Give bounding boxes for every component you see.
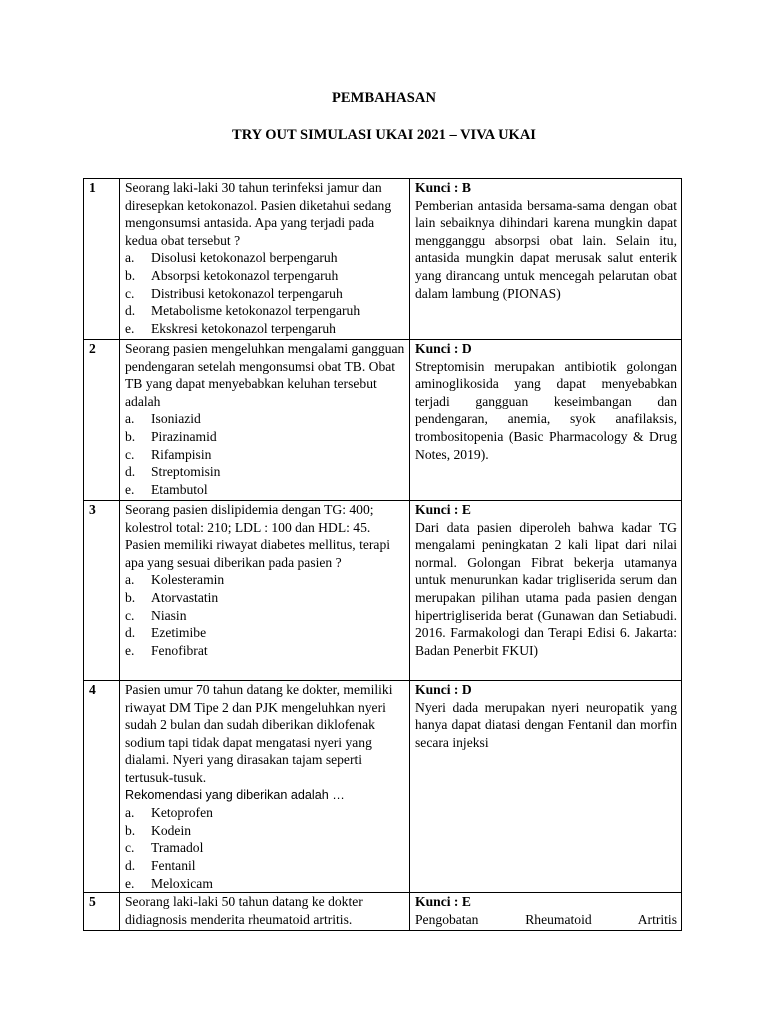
option-text: Ezetimibe — [151, 625, 207, 641]
option-text: Atorvastatin — [151, 589, 219, 605]
option-item — [125, 302, 405, 320]
answer-explanation: Nyeri dada merupakan nyeri neuropatik yang hanya dapat diatasi dengan Fentanil dan morfin secara injeksi — [415, 699, 677, 750]
option-letter: e. — [125, 481, 135, 497]
question-table — [83, 178, 682, 931]
option-letter: b. — [125, 428, 136, 444]
answer-cell — [410, 501, 682, 681]
option-letter: c. — [125, 285, 135, 301]
option-item — [125, 285, 405, 303]
option-item — [125, 804, 405, 822]
option-letter: a. — [125, 572, 135, 588]
option-text: Ekskresi ketokonazol terpengaruh — [151, 320, 336, 336]
question-number: 1 — [84, 179, 120, 340]
table-row — [84, 501, 682, 681]
answer-explanation: Streptomisin merupakan antibiotik golongan aminoglikosida yang dapat menyebabkan terjadi gangguan keseimbangan dan pendengaran, anemia, syok anafilaksis, trombositopenia (Basic Pharmacology & Drug Notes, 2019). — [415, 358, 677, 462]
table-row — [84, 681, 682, 893]
question-number: 5 — [84, 893, 120, 931]
option-text: Meloxicam — [151, 875, 213, 891]
table-row — [84, 179, 682, 340]
option-text: Tramadol — [151, 840, 204, 856]
option-letter: c. — [125, 446, 135, 462]
option-item — [125, 839, 405, 857]
question-cell — [120, 893, 410, 931]
option-letter: c. — [125, 840, 135, 856]
option-item — [125, 481, 405, 499]
option-text: Isoniazid — [151, 411, 201, 427]
answer-explanation: Pemberian antasida bersama-sama dengan obat lain sebaiknya dihindari karena mungkin dapat mengganggu absorpsi obat lain. Selain itu, antasida mungkin dapat merusak salut enterik yang dirancang untuk mencegah pelarutan obat dalam lambung (PIONAS) — [415, 197, 677, 301]
option-letter: b. — [125, 267, 136, 283]
answer-key: Kunci : B — [415, 180, 471, 195]
option-text: Niasin — [151, 607, 187, 623]
option-text: Disolusi ketokonazol berpengaruh — [151, 250, 338, 266]
option-item — [125, 822, 405, 840]
option-letter: b. — [125, 822, 136, 838]
question-cell — [120, 179, 410, 340]
answer-explanation: Pengobatan Rheumatoid Artritis — [415, 911, 677, 927]
option-text: Ketoprofen — [151, 805, 213, 821]
option-item — [125, 875, 405, 893]
option-item — [125, 607, 405, 625]
answer-key: Kunci : D — [415, 682, 472, 697]
option-item — [125, 624, 405, 642]
option-item — [125, 589, 405, 607]
doc-title: PEMBAHASAN — [331, 90, 437, 106]
option-text: Etambutol — [151, 481, 208, 497]
option-item — [125, 267, 405, 285]
option-letter: d. — [125, 464, 136, 480]
option-text: Kolesteramin — [151, 572, 225, 588]
answer-key: Kunci : E — [415, 502, 471, 517]
option-letter: e. — [125, 320, 135, 336]
question-recommendation: Rekomendasi yang diberikan adalah … — [125, 787, 345, 802]
option-text: Streptomisin — [151, 464, 221, 480]
option-item — [125, 446, 405, 464]
question-number: 4 — [84, 681, 120, 893]
question-text: Pasien umur 70 tahun datang ke dokter, memiliki riwayat DM Tipe 2 dan PJK mengeluhkan nyeri sudah 2 bulan dan sudah diberikan diklofenak sodium tapi tidak dapat mengatasi nyeri yang dialami. Nyeri yang dirasakan tajam seperti tertusuk-tusuk. — [125, 682, 393, 785]
answer-cell — [410, 340, 682, 501]
option-text: Fentanil — [151, 857, 196, 873]
answer-explanation: Dari data pasien diperoleh bahwa kadar TG mengalami peningkatan 2 kali lipat dari nilai normal. Golongan Fibrat bekerja utamanya untuk menurunkan kadar trigliserida serum dan merupakan pilihan utama pada pasien dengan hipertrigliserida berat (Gunawan dan Setiabudi. 2016. Farmakologi dan Terapi Edisi 6. Jakarta: Badan Penerbit FKUI) — [415, 519, 677, 658]
option-text: Kodein — [151, 822, 192, 838]
question-cell — [120, 340, 410, 501]
question-text: Seorang laki-laki 50 tahun datang ke dokter didiagnosis menderita rheumatoid artritis. — [125, 894, 363, 927]
option-letter: d. — [125, 625, 136, 641]
option-item — [125, 320, 405, 338]
answer-key: Kunci : E — [415, 894, 471, 910]
option-letter: d. — [125, 857, 136, 873]
option-item — [125, 571, 405, 589]
option-letter: a. — [125, 250, 135, 266]
option-text: Rifampisin — [151, 446, 212, 462]
option-item — [125, 249, 405, 267]
option-letter: a. — [125, 805, 135, 821]
option-item — [125, 642, 405, 660]
option-item — [125, 410, 405, 428]
option-letter: b. — [125, 589, 136, 605]
question-number: 3 — [84, 501, 120, 681]
option-text: Metabolisme ketokonazol terpengaruh — [151, 303, 361, 319]
table-row — [84, 340, 682, 501]
answer-key: Kunci : D — [415, 341, 472, 356]
doc-subtitle: TRY OUT SIMULASI UKAI 2021 – VIVA UKAI — [232, 127, 536, 143]
question-text: Seorang pasien dislipidemia dengan TG: 400; kolestrol total: 210; LDL : 100 dan HDL: 45. Pasien memiliki riwayat diabetes mellitus, terapi apa yang sesuai diberikan pada pasien ? — [125, 502, 391, 570]
option-item — [125, 857, 405, 875]
answer-cell — [410, 179, 682, 340]
option-letter: e. — [125, 875, 135, 891]
question-text: Seorang pasien mengeluhkan mengalami gangguan pendengaran setelah mengonsumsi obat TB. Obat TB yang dapat menyebabkan keluhan tersebut adalah — [125, 341, 405, 409]
option-item — [125, 428, 405, 446]
answer-cell — [410, 681, 682, 893]
answer-cell — [410, 893, 682, 931]
option-text: Absorpsi ketokonazol terpengaruh — [151, 267, 339, 283]
option-text: Fenofibrat — [151, 642, 208, 658]
option-letter: e. — [125, 642, 135, 658]
question-text: Seorang laki-laki 30 tahun terinfeksi jamur dan diresepkan ketokonazol. Pasien diketahui sedang mengonsumsi antasida. Apa yang terjadi pada kedua obat tersebut ? — [125, 180, 392, 248]
option-text: Distribusi ketokonazol terpengaruh — [151, 285, 343, 301]
table-row — [84, 893, 682, 931]
option-letter: a. — [125, 411, 135, 427]
option-letter: c. — [125, 607, 135, 623]
question-number: 2 — [84, 340, 120, 501]
question-cell — [120, 681, 410, 893]
option-letter: d. — [125, 303, 136, 319]
option-item — [125, 463, 405, 481]
option-text: Pirazinamid — [151, 428, 217, 444]
question-cell — [120, 501, 410, 681]
